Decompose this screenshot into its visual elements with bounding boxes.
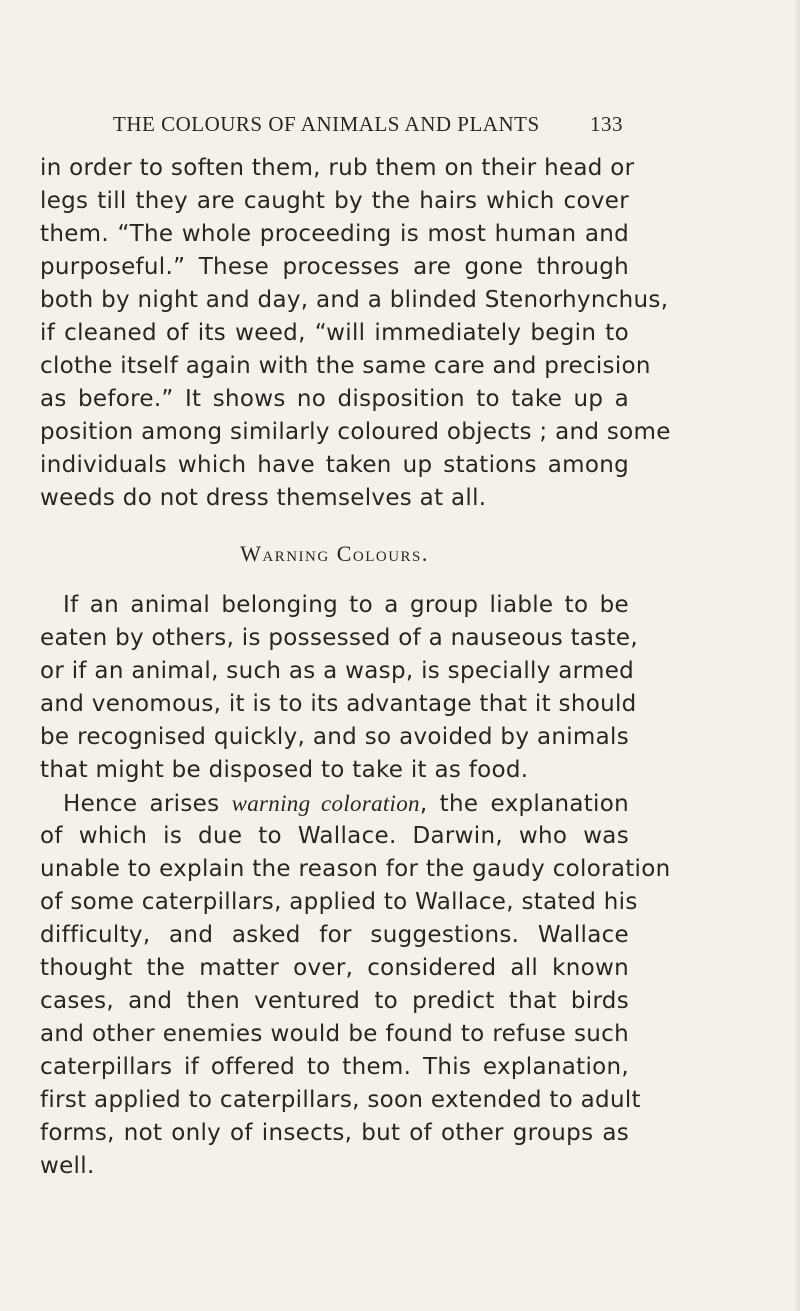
text-line: unable to explain the reason for the gaudy coloration (40, 856, 671, 882)
page-edge-shadow (794, 0, 800, 1311)
text-line: forms, not only of insects, but of other groups as (40, 1120, 629, 1146)
text-line: of some caterpillars, applied to Wallace, stated his (40, 889, 638, 915)
text-run: , the explanation (419, 791, 629, 817)
text-line: legs till they are caught by the hairs which cover (40, 188, 629, 214)
text-line: weeds do not dress themselves at all. (40, 485, 487, 511)
text-line: be recognised quickly, and so avoided by animals (40, 724, 629, 750)
text-line: thought the matter over, considered all known (40, 955, 629, 981)
text-line: well. (40, 1153, 95, 1179)
running-head-title: THE COLOURS OF ANIMALS AND PLANTS (113, 112, 540, 136)
text-line: and venomous, it is to its advantage that it should (40, 691, 637, 717)
page-number: 133 (590, 112, 623, 136)
text-line: both by night and day, and a blinded Stenorhynchus, (40, 287, 669, 313)
text-line: If an animal belonging to a group liable to be (63, 592, 629, 618)
text-line: first applied to caterpillars, soon extended to adult (40, 1087, 641, 1113)
running-head (113, 112, 623, 142)
text-line: them. “The whole proceeding is most human and (40, 221, 629, 247)
text-line: eaten by others, is possessed of a nauseous taste, (40, 625, 638, 651)
body-text-warning-colours (40, 589, 671, 1183)
text-line: caterpillars if offered to them. This explanation, (40, 1054, 629, 1080)
text-line: and other enemies would be found to refuse such (40, 1021, 629, 1047)
section-heading: Warning Colours. (240, 541, 429, 566)
text-line: in order to soften them, rub them on their head or (40, 155, 635, 181)
text-line: or if an animal, such as a wasp, is specially armed (40, 658, 635, 684)
text-line: of which is due to Wallace. Darwin, who was (40, 823, 629, 849)
paragraph-continued (40, 152, 671, 515)
text-line: that might be disposed to take it as food. (40, 757, 529, 783)
text-line: difficulty, and asked for suggestions. Wallace (40, 922, 629, 948)
text-line: position among similarly coloured objects ; and some (40, 419, 671, 445)
text-line: cases, and then ventured to predict that birds (40, 988, 629, 1014)
text-line: individuals which have taken up stations among (40, 452, 629, 478)
text-line: clothe itself again with the same care and precision (40, 353, 651, 379)
text-line: if cleaned of its weed, “will immediately begin to (40, 320, 629, 346)
text-line: as before.” It shows no disposition to take up a (40, 386, 629, 412)
text-line: purposeful.” These processes are gone through (40, 254, 629, 280)
text-run: Hence arises (63, 791, 232, 817)
text-line (40, 787, 629, 820)
italic-term: warning coloration (231, 791, 420, 816)
